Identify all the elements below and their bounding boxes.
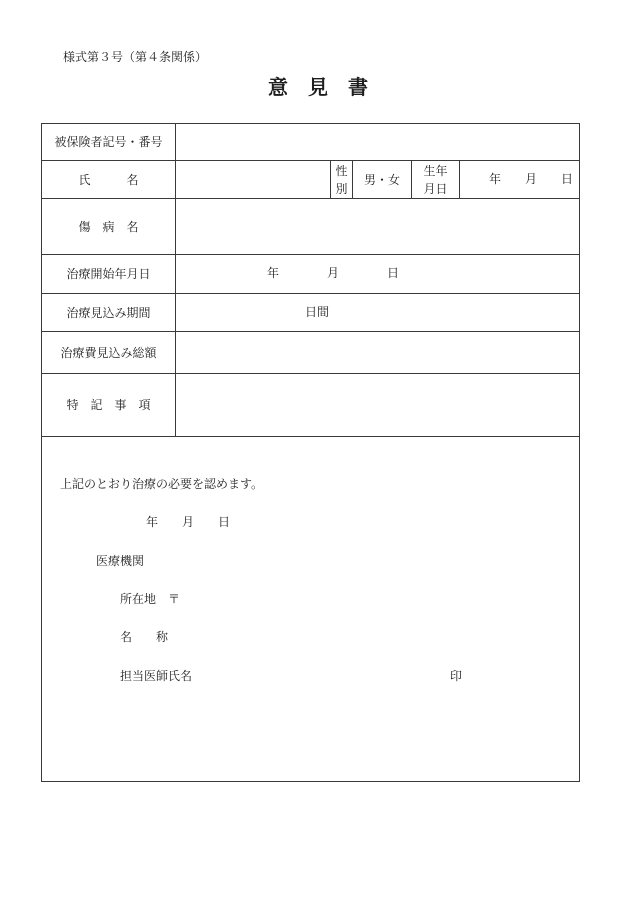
treatment-start-label: 治療開始年月日 bbox=[66, 267, 151, 281]
address-label: 所在地 〒 bbox=[120, 592, 181, 606]
form-number: 様式第３号（第４条関係） bbox=[63, 50, 208, 64]
sex-label-cell bbox=[331, 161, 352, 198]
diagnosis-label-cell bbox=[42, 199, 175, 254]
expected-period-label: 治療見込み期間 bbox=[66, 305, 151, 320]
row-divider bbox=[41, 436, 580, 437]
expected-cost-label: 治療費見込み総額 bbox=[60, 345, 157, 360]
sex-options: 男・女 bbox=[363, 172, 400, 187]
remarks-label: 特 記 事 項 bbox=[66, 398, 151, 412]
insured-number-field bbox=[176, 124, 579, 160]
certification-date-placeholder: 年 月 日 bbox=[146, 515, 231, 529]
birth-date-placeholder: 年 月 日 bbox=[489, 172, 574, 186]
institution-name-label: 名 称 bbox=[120, 630, 169, 644]
expected-cost-field bbox=[176, 332, 579, 373]
treatment-start-date-placeholder: 年 月 日 bbox=[267, 266, 400, 280]
name-field bbox=[176, 161, 330, 198]
seal-mark: 印 bbox=[450, 669, 463, 683]
certification-statement: 上記のとおり治療の必要を認めます。 bbox=[60, 477, 264, 491]
document-title: 意 見 書 bbox=[268, 75, 368, 99]
remarks-field bbox=[176, 374, 579, 436]
treatment-start-label-cell bbox=[42, 255, 175, 293]
medical-institution-label: 医療機関 bbox=[96, 554, 145, 568]
expected-cost-label-cell bbox=[42, 332, 175, 373]
name-label-cell bbox=[42, 161, 175, 198]
name-label: 氏 名 bbox=[78, 172, 139, 187]
insured-number-label-cell bbox=[42, 124, 175, 160]
diagnosis-label: 傷 病 名 bbox=[78, 219, 139, 234]
diagnosis-field bbox=[176, 199, 579, 254]
expected-period-unit: 日間 bbox=[305, 305, 330, 319]
expected-period-label-cell bbox=[42, 294, 175, 331]
column-divider bbox=[459, 160, 460, 198]
attending-doctor-label: 担当医師氏名 bbox=[120, 669, 193, 683]
remarks-label-cell bbox=[42, 374, 175, 436]
insured-number-label: 被保険者記号・番号 bbox=[54, 135, 163, 149]
birth-date-label: 生年月日 bbox=[423, 163, 448, 196]
sex-options-cell bbox=[353, 161, 411, 198]
birth-label-cell bbox=[412, 161, 459, 198]
sex-label: 性別 bbox=[335, 163, 348, 196]
